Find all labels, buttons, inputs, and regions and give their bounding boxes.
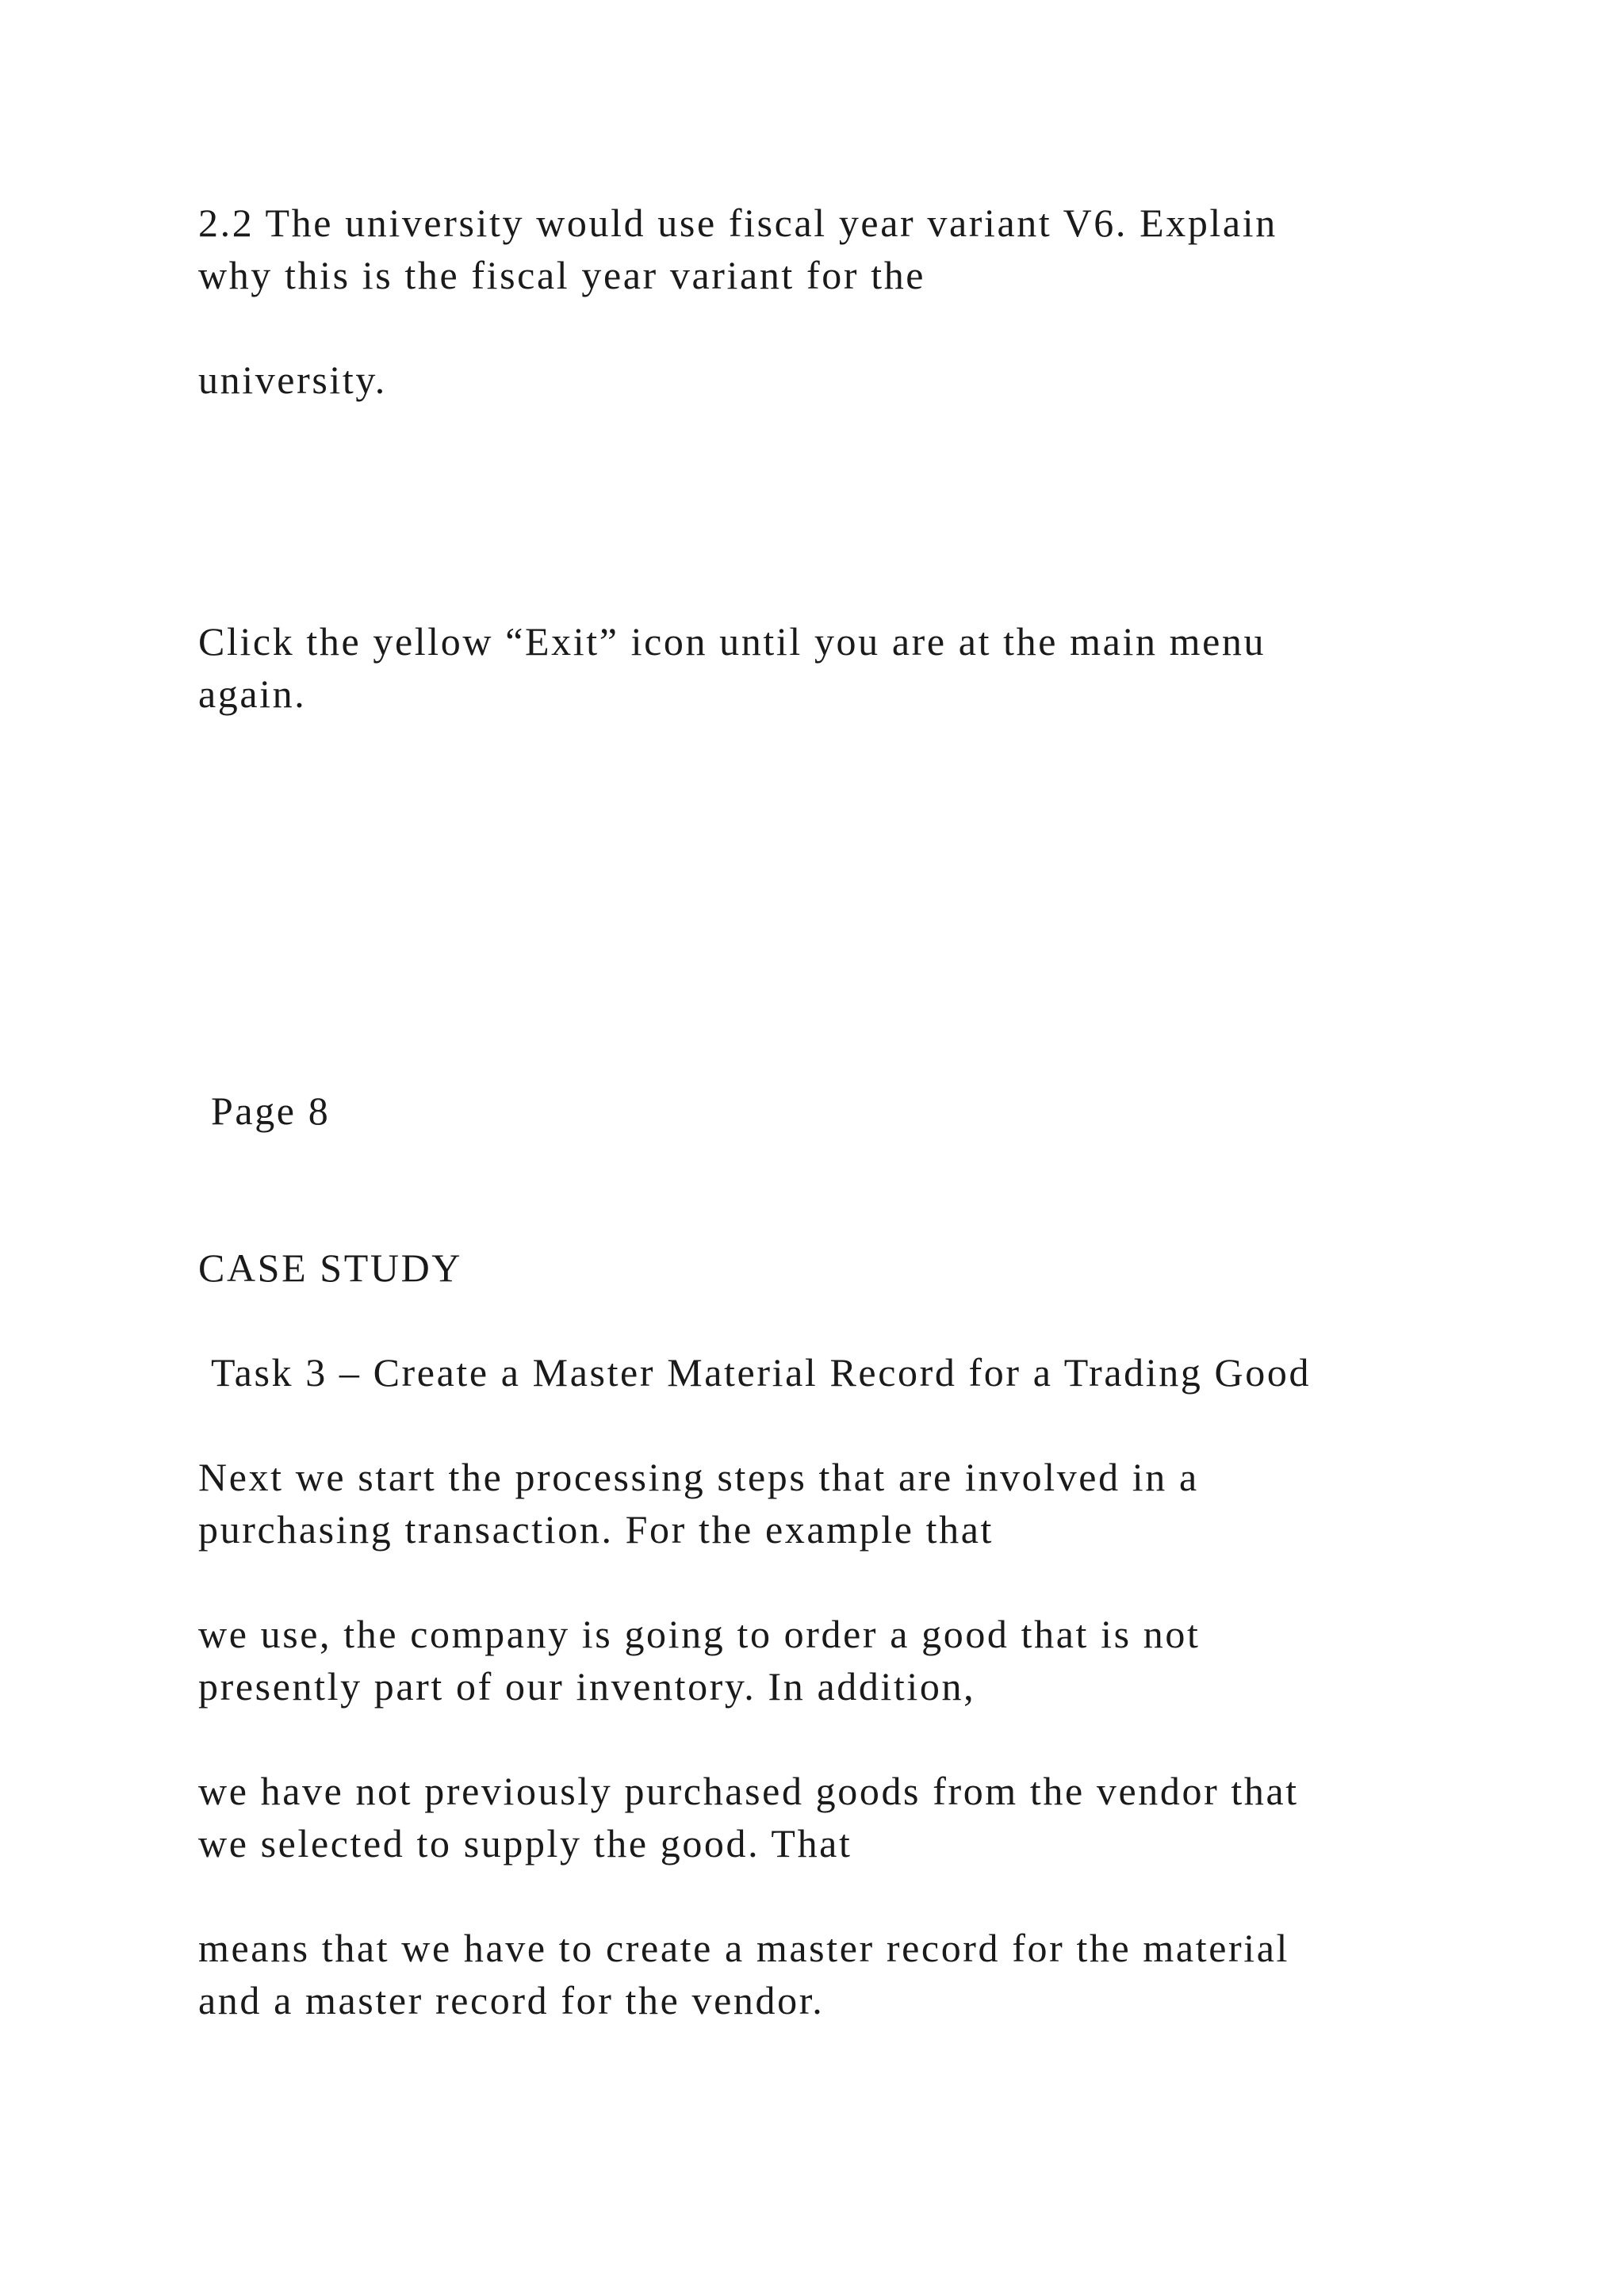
task-3-heading: Task 3 – Create a Master Material Record for a Trading Good <box>211 1350 1312 1395</box>
page-number-label: Page 8 <box>211 1089 331 1133</box>
case-study-heading: CASE STUDY <box>198 1246 462 1290</box>
body-paragraph-1-line-2: purchasing transaction. For the example that <box>198 1507 994 1552</box>
body-paragraph-3-line-1: we have not previously purchased goods from the vendor that <box>198 1769 1299 1813</box>
body-paragraph-4-line-2: and a master record for the vendor. <box>198 1978 825 2022</box>
body-paragraph-1-line-1: Next we start the processing steps that are involved in a <box>198 1455 1199 1499</box>
question-2-2-line-1: 2.2 The university would use fiscal year variant V6. Explain <box>198 201 1277 245</box>
body-paragraph-2-line-1: we use, the company is going to order a good that is not <box>198 1612 1201 1656</box>
exit-instruction-line-1: Click the yellow “Exit” icon until you are at the main menu <box>198 619 1266 664</box>
question-2-2-line-2: why this is the fiscal year variant for the <box>198 253 926 297</box>
question-2-2-line-3: university. <box>198 358 387 402</box>
body-paragraph-3-line-2: we selected to supply the good. That <box>198 1821 852 1866</box>
body-paragraph-2-line-2: presently part of our inventory. In addition, <box>198 1664 976 1709</box>
body-paragraph-4-line-1: means that we have to create a master record for the material <box>198 1926 1290 1970</box>
exit-instruction-line-2: again. <box>198 672 307 716</box>
